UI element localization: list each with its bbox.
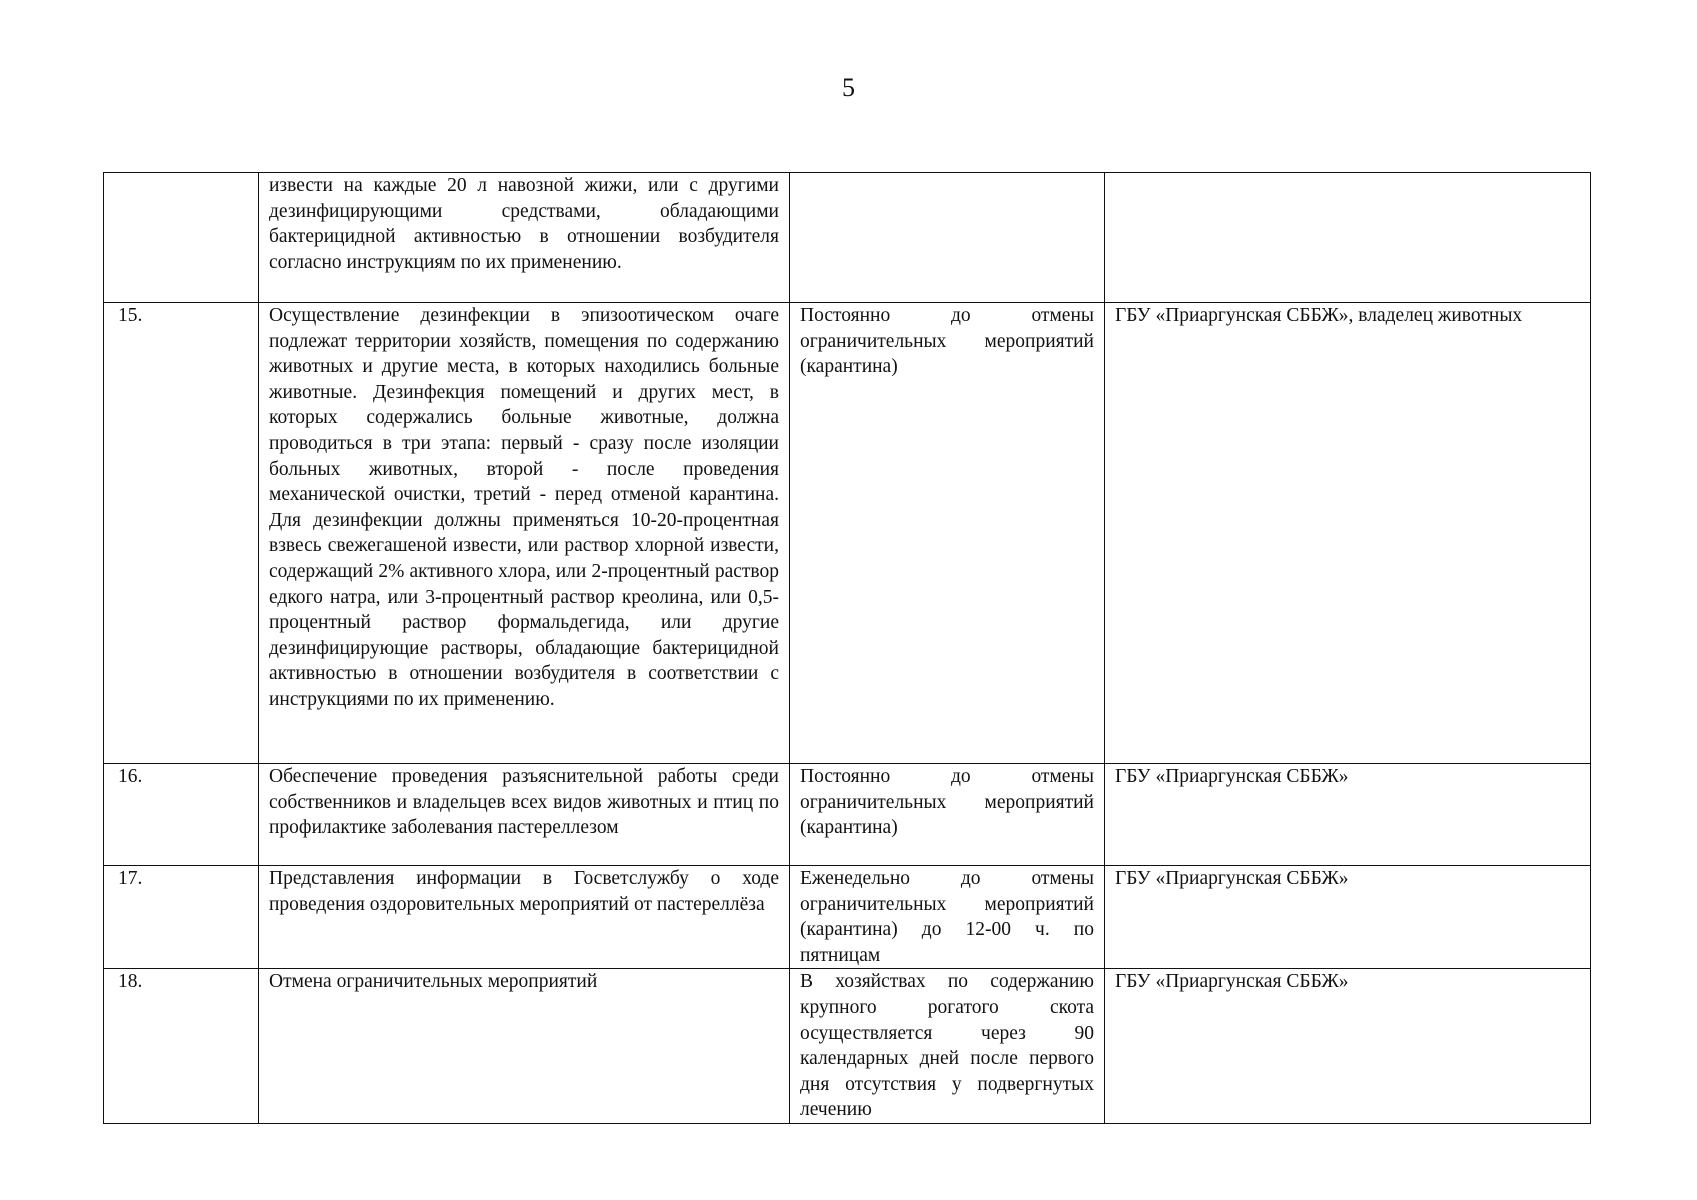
- responsible-cell: [1105, 173, 1591, 303]
- activity-cell: извести на каждые 20 л навозной жижи, или с другими дезинфицирующими средствами, обладающими бактерицидной активностью в отношении возбудителя согласно инструкциям по их применению.: [259, 173, 790, 303]
- term-cell: Постоянно до отмены ограничительных мероприятий (карантина): [790, 303, 1105, 764]
- row-number: 15.: [104, 303, 259, 764]
- term-cell: Еженедельно до отмены ограничительных мероприятий (карантина) до 12-00 ч. по пятницам: [790, 866, 1105, 969]
- page-number: 5: [842, 73, 855, 102]
- table-row-18: [104, 969, 1591, 1124]
- row-number: 17.: [104, 866, 259, 969]
- responsible-cell: ГБУ «Приаргунская СББЖ»: [1105, 764, 1591, 866]
- term-cell: Постоянно до отмены ограничительных мероприятий (карантина): [790, 764, 1105, 866]
- activity-cell: Представления информации в Госветслужбу о ходе проведения оздоровительных мероприятий от пастереллёза: [259, 866, 790, 969]
- table-row-15: [104, 303, 1591, 764]
- responsible-cell: ГБУ «Приаргунская СББЖ»: [1105, 969, 1591, 1124]
- table-row-17: [104, 866, 1591, 969]
- term-cell: [790, 173, 1105, 303]
- responsible-cell: ГБУ «Приаргунская СББЖ»: [1105, 866, 1591, 969]
- responsible-cell: ГБУ «Приаргунская СББЖ», владелец животных: [1105, 303, 1591, 764]
- activity-cell: Обеспечение проведения разъяснительной работы среди собственников и владельцев всех видов животных и птиц по профилактике заболевания пастереллезом: [259, 764, 790, 866]
- activity-cell: Осуществление дезинфекции в эпизоотическом очаге подлежат территории хозяйств, помещения по содержанию животных и другие места, в которых находились больные животные. Дезинфекция помещений и других мест, в которых содержались больные животные, должна проводиться в три этапа: первый - сразу после изоляции больных животных, второй - после проведения механической очистки, третий - перед отменой карантина. Для дезинфекции должны применяться 10-20-процентная взвесь свежегашеной извести, или раствор хлорной извести, содержащий 2% активного хлора, или 2-процентный раствор едкого натра, или 3-процентный раствор креолина, или 0,5-процентный раствор формальдегида, или другие дезинфицирующие растворы, обладающие бактерицидной активностью в отношении возбудителя в соответствии с инструкциями по их применению.: [259, 303, 790, 764]
- row-number: 18.: [104, 969, 259, 1124]
- row-number: 16.: [104, 764, 259, 866]
- term-cell: В хозяйствах по содержанию крупного рогатого скота осуществляется через 90 календарных дней после первого дня отсутствия у подвергнутых лечению: [790, 969, 1105, 1124]
- row-number: [104, 173, 259, 303]
- activity-cell: Отмена ограничительных мероприятий: [259, 969, 790, 1124]
- measures-table: [103, 172, 1591, 1124]
- table-row-16: [104, 764, 1591, 866]
- table-row-continuation: [104, 173, 1591, 303]
